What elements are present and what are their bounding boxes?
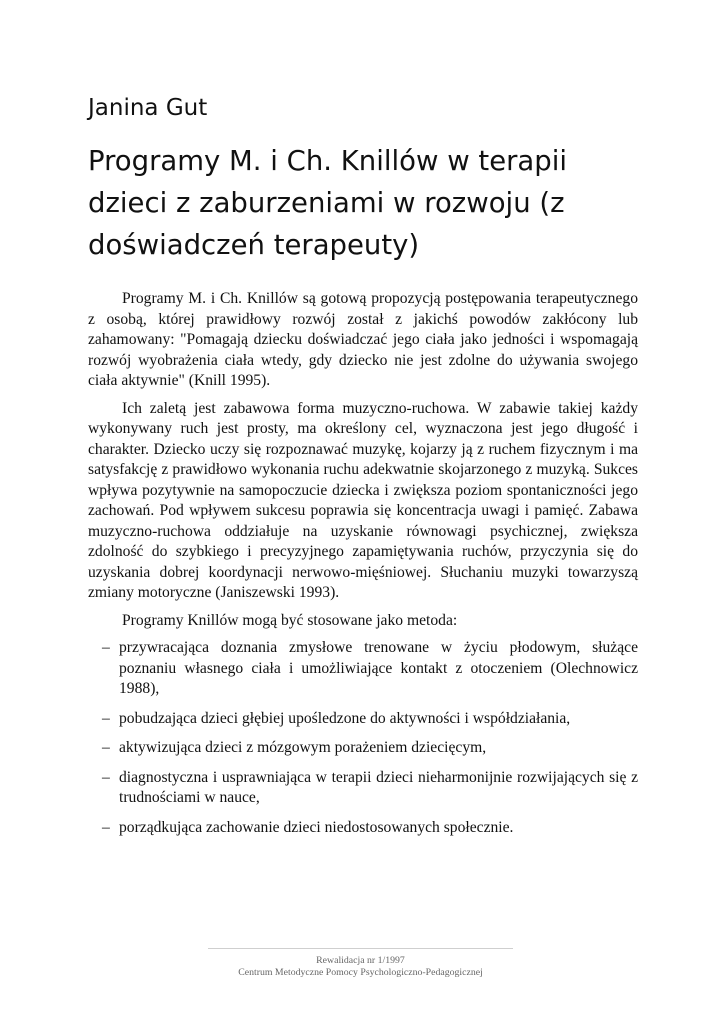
author-name: Janina Gut: [88, 95, 208, 121]
paragraph-2: Ich zaletą jest zabawowa forma muzyczno-ruchowa. W zabawie takiej każdy wykonywany ruch jest prosty, ma określony cel, wyznaczona jest jego długość i charakter. Dziecko uczy się rozpoznawać muzykę, kojarzy ją z ruchem fizycznym i ma satysfakcję z prawidłowo wykonania ruchu adekwatnie skojarzonego z muzyką. Sukces wpływa pozytywnie na samopoczucie dziecka i zwiększa poziom spontaniczności jego zachowań. Pod wpływem sukcesu poprawia się koncentracja uwagi i pamięć. Zabawa muzyczno-ruchowa oddziałuje na uzyskanie równowagi psychicznej, zwiększa zdolność do szybkiego i precyzyjnego zapamiętywania ruchów, przyczynia się do uzyskania dobrej koordynacji nerwowo-mięśniowej. Słuchaniu muzyki towarzyszą zmiany motoryczne (Janiszewski 1993).: [88, 399, 638, 601]
list-item: [88, 738, 638, 759]
dash-bullet: –: [102, 768, 110, 786]
article-title: Programy M. i Ch. Knillów w terapii dzieci z zaburzeniami w rozwoju (z doświadczeń terapeuty): [88, 145, 568, 261]
methods-list: [88, 638, 638, 838]
footer-publisher: Centrum Metodyczne Pomocy Psychologiczno-Pedagogicznej: [238, 967, 483, 978]
footer-journal: Rewalidacja nr 1/1997: [316, 955, 405, 966]
list-item: [88, 768, 638, 809]
dash-bullet: –: [102, 739, 110, 756]
dash-bullet: –: [102, 818, 110, 836]
list-item-text: diagnostyczna i usprawniająca w terapii dzieci nieharmonijnie rozwijających się z trudnościami w nauce,: [119, 768, 638, 806]
list-item-text: porządkująca zachowanie dzieci niedostosowanych społecznie.: [119, 818, 514, 836]
list-item: [88, 638, 638, 700]
article-body: [88, 289, 638, 847]
dash-bullet: –: [102, 639, 110, 656]
list-item-text: przywracająca doznania zmysłowe trenowane w życiu płodowym, służące poznaniu własnego ciała i umożliwiające kontakt z otoczeniem (Olechnowicz 1988),: [119, 639, 638, 697]
list-item: [88, 709, 638, 730]
paragraph-1: Programy M. i Ch. Knillów są gotową propozycją postępowania terapeutycznego z osobą, której prawidłowy rozwój został z jakichś powodów zakłócony lub zahamowany: "Pomagają dziecku doświadczać jego ciała jako jedności i wspomagają rozwój wyobrażenia ciała wtedy, gdy dziecko nie jest zdolne do używania swojego ciała aktywnie" (Knill 1995).: [88, 290, 638, 389]
list-item: [88, 818, 638, 839]
footer-divider: [208, 948, 513, 949]
list-item-text: aktywizująca dzieci z mózgowym porażeniem dziecięcym,: [119, 739, 487, 756]
list-item-text: pobudzająca dzieci głębiej upośledzone do aktywności i współdziałania,: [119, 709, 571, 727]
list-intro: Programy Knillów mogą być stosowane jako metoda:: [122, 611, 458, 629]
dash-bullet: –: [102, 709, 110, 727]
